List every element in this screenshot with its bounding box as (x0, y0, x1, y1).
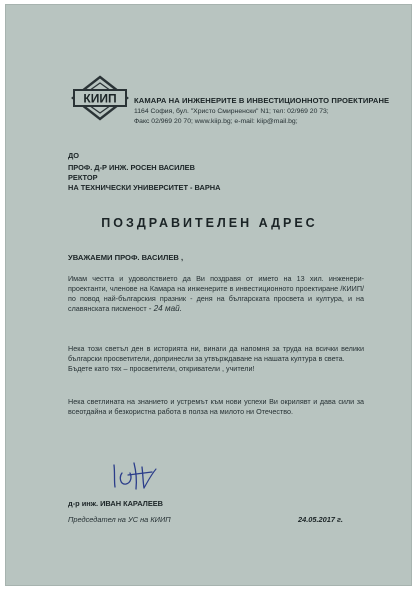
paragraph-1 (68, 274, 364, 314)
paragraph-2-exhortation: Бъдете като тях – просветители, откриватели , учители! (68, 364, 255, 373)
paragraph-1-text: Имам честта и удоволствието да Ви поздравя от името на 13 хил. инженери-проектанти, членове на Камара на инженерите в инвестиционното проектиране /КИИП/ по повод най-българския празник - деня на българската просвета и култура, и на славянската писменост (68, 274, 364, 313)
org-contact: Факс 02/969 20 70; www.kiip.bg; e-mail: kiip@mail.bg; (134, 118, 298, 125)
document-date: 24.05.2017 г. (298, 515, 343, 524)
org-address: 1164 София, бул. "Христо Смирненски" N1; тел: 02/969 20 73; (134, 108, 329, 115)
org-name: КАМАРА НА ИНЖЕНЕРИТЕ В ИНВЕСТИЦИОННОТО ПРОЕКТИРАНЕ (134, 96, 390, 105)
kiip-logo (70, 75, 130, 121)
handwritten-signature (106, 457, 170, 493)
paragraph-1-date: - 24 май. (148, 304, 183, 313)
paragraph-2 (68, 344, 364, 374)
document-title: ПОЗДРАВИТЕЛЕН АДРЕС (101, 216, 318, 230)
signer-position: Председател на УС на КИИП (68, 515, 171, 524)
document-page (5, 4, 412, 586)
addressee-institution: НА ТЕХНИЧЕСКИ УНИВЕРСИТЕТ - ВАРНА (68, 183, 221, 192)
salutation: УВАЖАЕМИ ПРОФ. ВАСИЛЕВ , (68, 253, 184, 262)
logo-text: КИИП (83, 91, 117, 106)
paragraph-3: Нека светлината на знанието и устремът към нови успехи Ви окрилявт и дава сили за всеотдайна и безкористна работа в полза на милото ни Отечество. (68, 397, 364, 416)
addressee-name: ПРОФ. Д-Р ИНЖ. РОСЕН ВАСИЛЕВ (68, 163, 195, 172)
signer-name: д-р инж. ИВАН КАРАЛЕЕВ (68, 499, 164, 508)
addressee-role: РЕКТОР (68, 173, 98, 182)
addressee-block (68, 151, 220, 193)
addressee-to: ДО (68, 151, 80, 160)
paragraph-2-text: Нека този светъл ден в историята ни, винаги да напомня за труда на всички велики български просветители, допринесли за утвърждаване на нашата култура в света. (68, 344, 364, 363)
